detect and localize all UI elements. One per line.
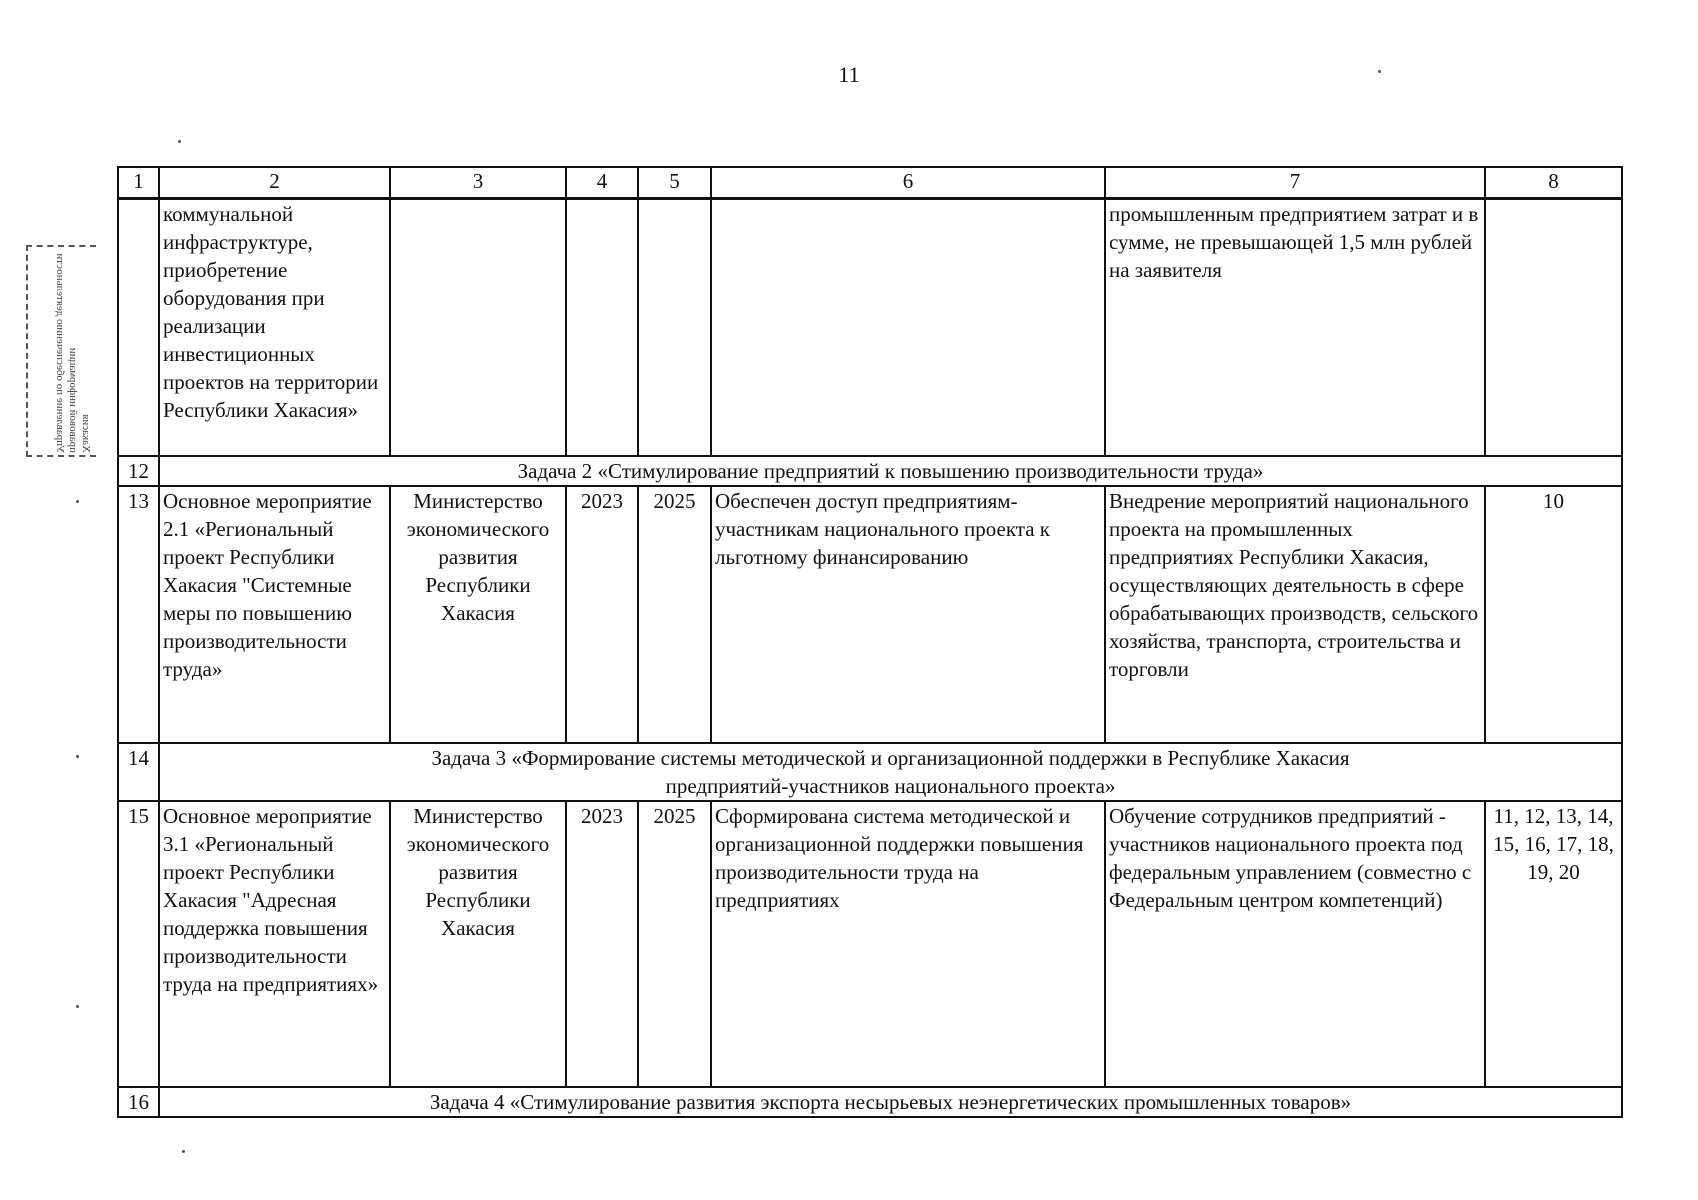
header-cell: 3	[390, 167, 566, 199]
header-row	[118, 167, 1622, 199]
directions-cell: промышленным предприятием затрат и в сумме, не превышающей 1,5 млн рублей на заявителя	[1105, 199, 1485, 456]
header-cell: 8	[1485, 167, 1622, 199]
event-name-cell: Основное мероприятие 2.1 «Региональный проект Республики Хакасия "Системные меры по повышению производительности труда»	[159, 486, 390, 743]
start-year-cell: 2023	[566, 801, 638, 1087]
header-cell: 2	[159, 167, 390, 199]
stamp-line: правовой информации	[67, 347, 79, 453]
row-number: 13	[118, 486, 159, 743]
task-title-line: предприятий-участников национального проекта»	[665, 773, 1116, 798]
task-title	[159, 743, 1622, 801]
registration-stamp	[26, 245, 96, 457]
header-cell: 5	[638, 167, 711, 199]
end-year-cell	[638, 199, 711, 456]
event-name-cell: коммунальной инфраструктуре, приобретение оборудования при реализации инвестиционных проектов на территории Республики Хакасия»	[159, 199, 390, 456]
directions-cell: Внедрение мероприятий национального проекта на промышленных предприятиях Республики Хакасия, осуществляющих деятельность в сфере обрабатывающих производств, сельского хозяйства, транспорта, строительства и торговли	[1105, 486, 1485, 743]
end-year-cell: 2025	[638, 801, 711, 1087]
indicator-link-cell: 11, 12, 13, 14, 15, 16, 17, 18, 19, 20	[1485, 801, 1622, 1087]
indicator-link-cell	[1485, 199, 1622, 456]
row-number	[118, 199, 159, 456]
end-year-cell: 2025	[638, 486, 711, 743]
task-title-line: Задача 3 «Формирование системы методической и организационной поддержки в Республике Хакасия	[431, 745, 1350, 770]
scan-speck	[76, 755, 79, 758]
executor-cell	[390, 199, 566, 456]
result-cell: Обеспечен доступ предприятиям-участникам национального проекта к льготному финансированию	[711, 486, 1105, 743]
result-cell	[711, 199, 1105, 456]
table-row	[118, 486, 1622, 743]
table-row	[118, 199, 1622, 456]
plan-table	[117, 166, 1623, 1118]
stamp-line: Управление по обеспечению деятельности	[54, 253, 66, 453]
task-row	[118, 456, 1622, 486]
directions-cell: Обучение сотрудников предприятий - участников национального проекта под федеральным управлением (совместно с Федеральным центром компетенций)	[1105, 801, 1485, 1087]
header-cell: 6	[711, 167, 1105, 199]
table-row	[118, 801, 1622, 1087]
executor-cell: Министерство экономического развития Республики Хакасия	[390, 486, 566, 743]
result-cell: Сформирована система методической и организационной поддержки повышения производительности труда на предприятиях	[711, 801, 1105, 1087]
start-year-cell	[566, 199, 638, 456]
row-number: 14	[118, 743, 159, 801]
stamp-line: Хакасия	[80, 414, 92, 453]
scan-speck	[1378, 70, 1381, 73]
task-row	[118, 1087, 1622, 1117]
page-number: 11	[838, 62, 860, 87]
row-number: 15	[118, 801, 159, 1087]
row-number: 12	[118, 456, 159, 486]
scan-speck	[76, 500, 79, 503]
header-cell: 4	[566, 167, 638, 199]
header-cell: 1	[118, 167, 159, 199]
scan-speck	[76, 1005, 79, 1008]
executor-cell: Министерство экономического развития Республики Хакасия	[390, 801, 566, 1087]
task-title: Задача 4 «Стимулирование развития экспорта несырьевых неэнергетических промышленных товаров»	[159, 1087, 1622, 1117]
task-title: Задача 2 «Стимулирование предприятий к повышению производительности труда»	[159, 456, 1622, 486]
start-year-cell: 2023	[566, 486, 638, 743]
header-cell: 7	[1105, 167, 1485, 199]
indicator-link-cell: 10	[1485, 486, 1622, 743]
scan-speck	[178, 140, 181, 143]
row-number: 16	[118, 1087, 159, 1117]
event-name-cell: Основное мероприятие 3.1 «Региональный проект Республики Хакасия "Адресная поддержка повышения производительности труда на предприятиях»	[159, 801, 390, 1087]
stamp-text	[28, 247, 98, 459]
scan-speck	[182, 1150, 185, 1153]
task-row	[118, 743, 1622, 801]
